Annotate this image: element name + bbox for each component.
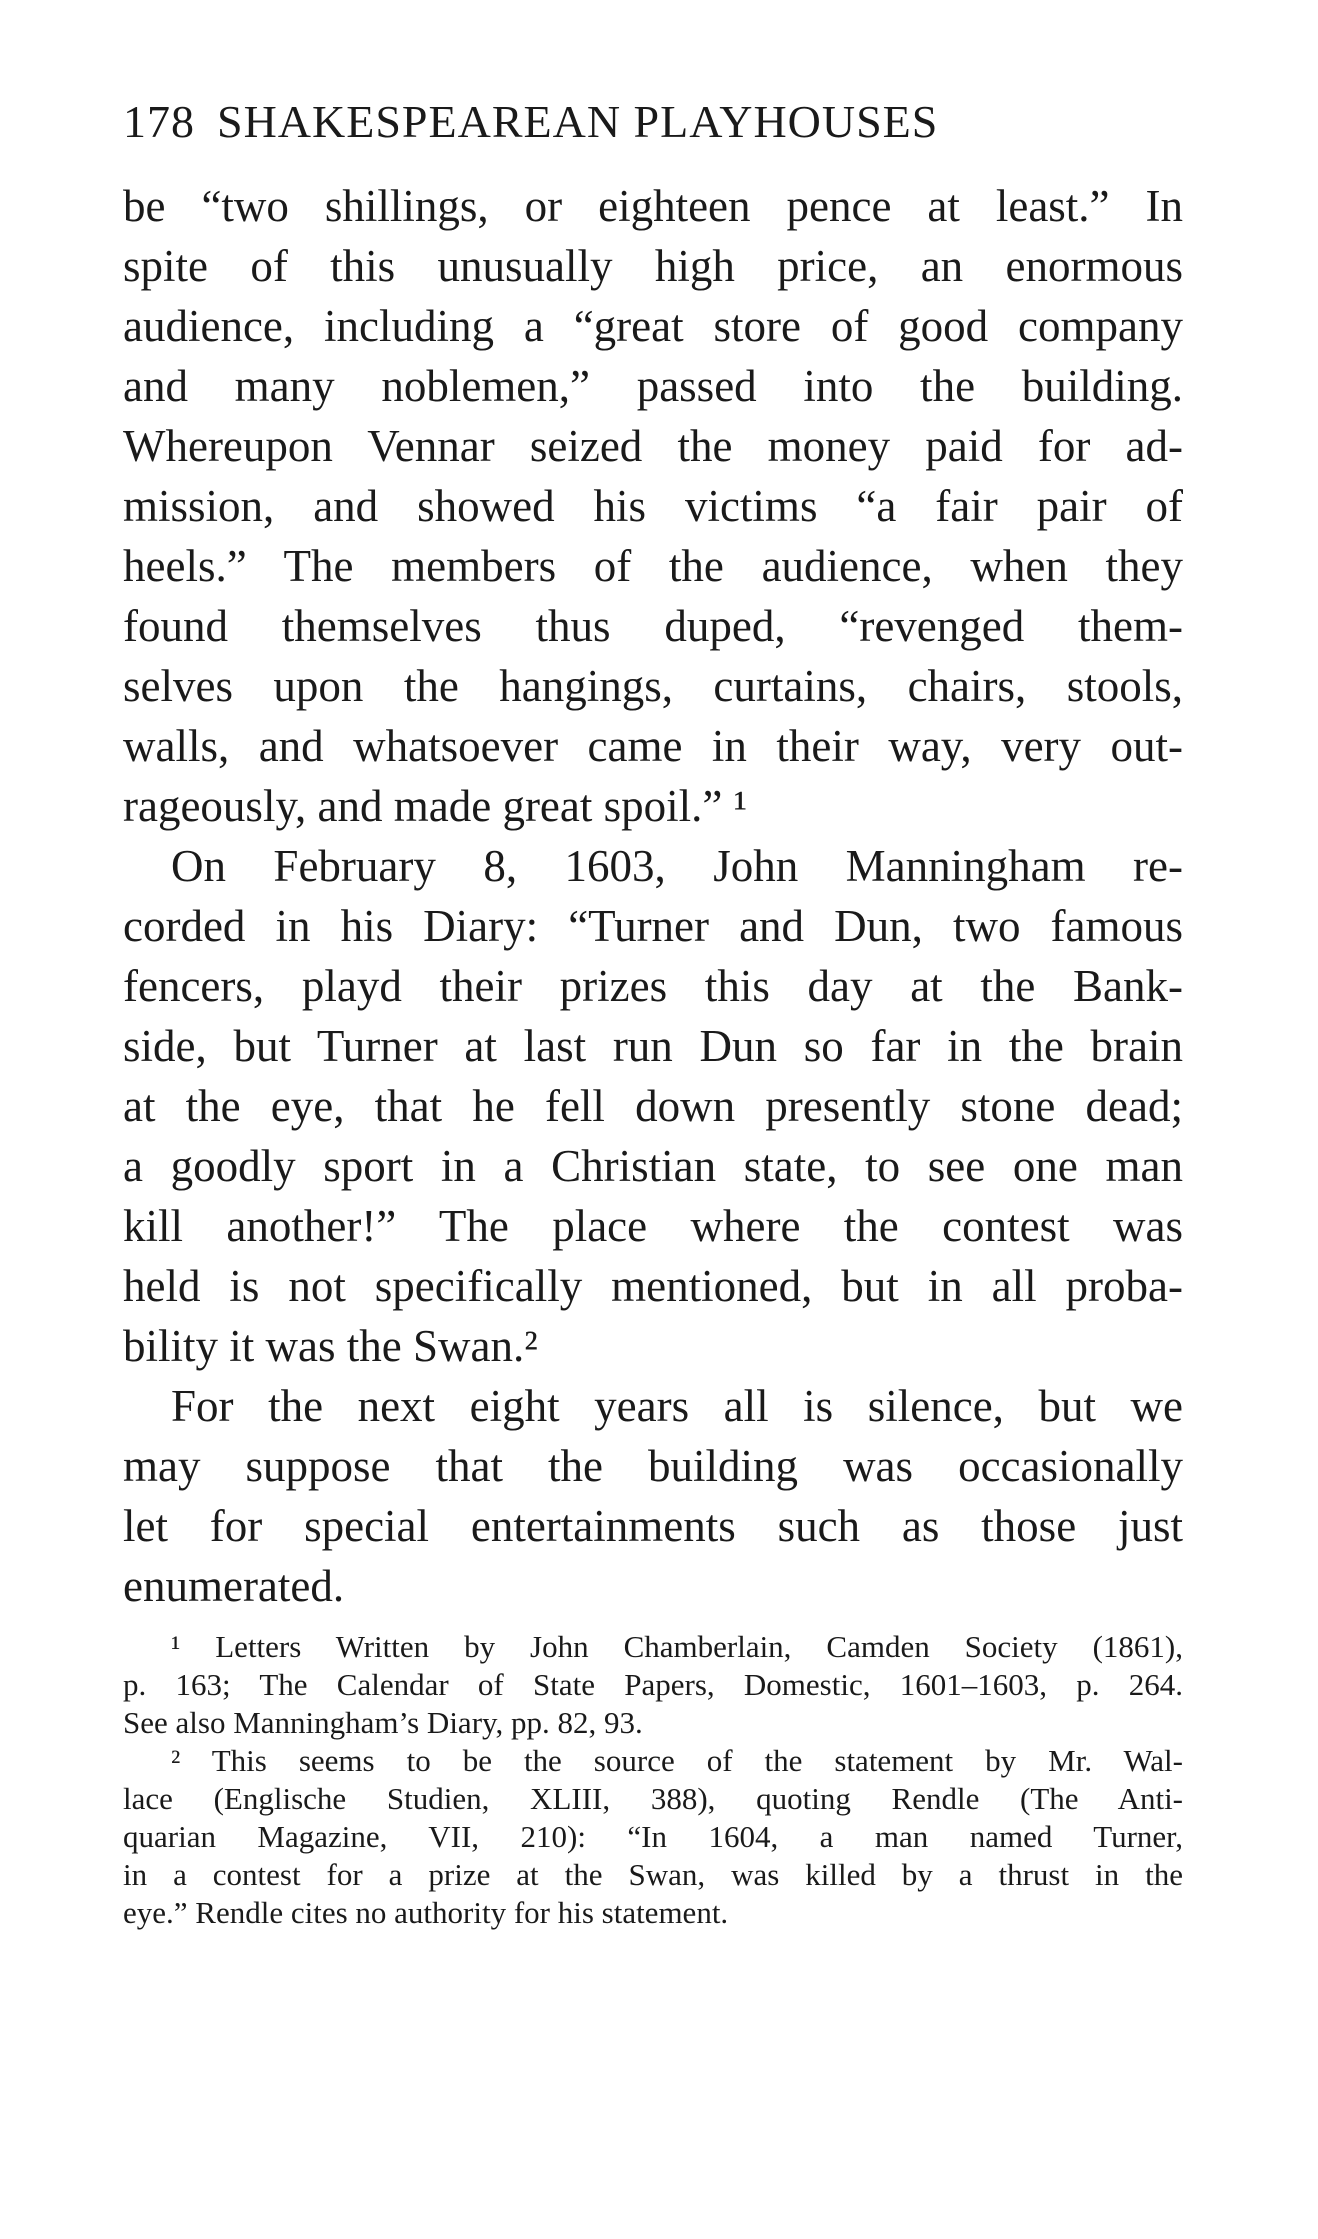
- page-number: 178: [123, 96, 195, 147]
- body-line: heels.” The members of the audience, when they: [123, 541, 1183, 591]
- running-head: [123, 92, 1183, 152]
- footnote-line: ¹ Letters Written by John Chamberlain, Camden Society (1861),: [171, 1629, 1183, 1664]
- body-line: enumerated.: [123, 1561, 345, 1611]
- footnote-line: in a contest for a prize at the Swan, was killed by a thrust in the: [123, 1857, 1183, 1892]
- body-text: [123, 176, 1183, 1616]
- body-line: side, but Turner at last run Dun so far in the brain: [123, 1021, 1183, 1071]
- body-line: selves upon the hangings, curtains, chairs, stools,: [123, 661, 1183, 711]
- body-line: For the next eight years all is silence, but we: [171, 1381, 1183, 1431]
- body-line: and many noblemen,” passed into the building.: [123, 361, 1183, 411]
- body-line: corded in his Diary: “Turner and Dun, two famous: [123, 901, 1183, 951]
- body-line: audience, including a “great store of good company: [123, 301, 1183, 351]
- body-line: held is not specifically mentioned, but in all proba-: [123, 1261, 1183, 1311]
- footnote-line: quarian Magazine, VII, 210): “In 1604, a man named Turner,: [123, 1819, 1183, 1854]
- body-line: at the eye, that he fell down presently stone dead;: [123, 1081, 1183, 1131]
- body-line: mission, and showed his victims “a fair pair of: [123, 481, 1183, 531]
- footnotes: [123, 1628, 1183, 1932]
- body-line: walls, and whatsoever came in their way, very out-: [123, 721, 1183, 771]
- footnote-line: p. 163; The Calendar of State Papers, Domestic, 1601–1603, p. 264.: [123, 1667, 1183, 1702]
- body-line: fencers, playd their prizes this day at the Bank-: [123, 961, 1183, 1011]
- body-line: Whereupon Vennar seized the money paid for ad-: [123, 421, 1183, 471]
- body-line: found themselves thus duped, “revenged them-: [123, 601, 1183, 651]
- running-title: SHAKESPEAREAN PLAYHOUSES: [217, 96, 939, 147]
- footnote-line: lace (Englische Studien, XLIII, 388), quoting Rendle (The Anti-: [123, 1781, 1183, 1816]
- body-line: a goodly sport in a Christian state, to see one man: [123, 1141, 1183, 1191]
- body-line: rageously, and made great spoil.” ¹: [123, 781, 748, 831]
- body-line: let for special entertainments such as those just: [123, 1501, 1183, 1551]
- footnote-line: See also Manningham’s Diary, pp. 82, 93.: [123, 1705, 643, 1740]
- body-line: bility it was the Swan.²: [123, 1321, 538, 1371]
- body-line: On February 8, 1603, John Manningham re-: [171, 841, 1183, 891]
- footnote-line: ² This seems to be the source of the statement by Mr. Wal-: [171, 1743, 1183, 1778]
- body-line: spite of this unusually high price, an enormous: [123, 241, 1183, 291]
- body-line: may suppose that the building was occasionally: [123, 1441, 1183, 1491]
- body-line: kill another!” The place where the contest was: [123, 1201, 1183, 1251]
- footnote-line: eye.” Rendle cites no authority for his statement.: [123, 1895, 729, 1930]
- body-line: be “two shillings, or eighteen pence at least.” In: [123, 181, 1183, 231]
